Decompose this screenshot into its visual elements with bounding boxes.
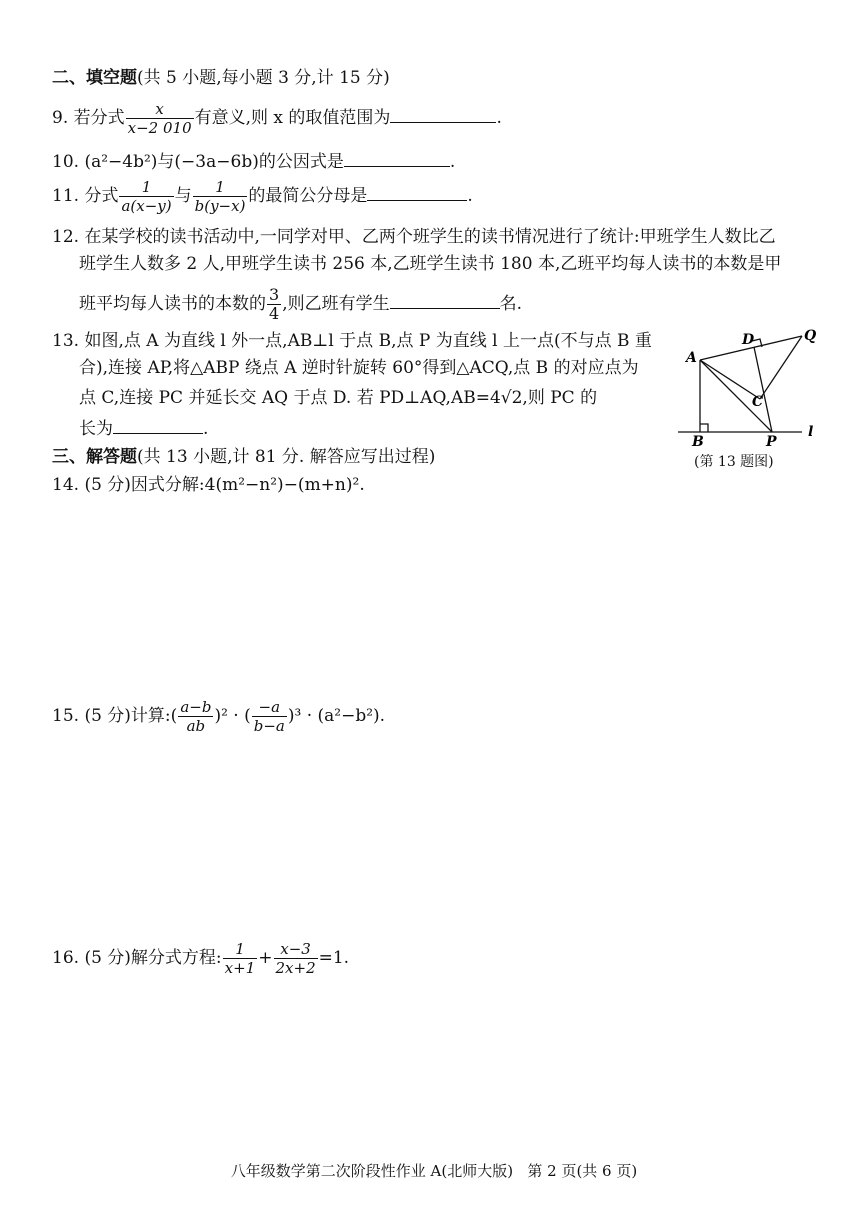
q9-fraction bbox=[126, 100, 194, 137]
q15-f2-den: b−a bbox=[253, 717, 285, 735]
question-12-line-2: 班学生人数多 2 人,甲班学生读书 256 本,乙班学生读书 180 本,乙班平均每人读书的本数是甲 bbox=[79, 254, 782, 274]
q13-number: 13. bbox=[52, 331, 80, 351]
q16-number: 16. bbox=[52, 948, 80, 968]
q14-text: (5 分)因式分解:4(m²−n²)−(m+n)². bbox=[84, 475, 365, 495]
label-a: A bbox=[686, 350, 697, 366]
label-p: P bbox=[766, 434, 777, 450]
q11-fraction-1 bbox=[119, 178, 173, 215]
q9-suffix: 有意义,则 x 的取值范围为 bbox=[194, 108, 391, 128]
q15-f1-num: a−b bbox=[180, 698, 212, 716]
segment-pd bbox=[754, 347, 772, 432]
q13-figure-caption: (第 13 题图) bbox=[694, 454, 774, 470]
label-q: Q bbox=[804, 328, 817, 344]
q9-number: 9. bbox=[52, 108, 69, 128]
q9-prefix: 若分式 bbox=[73, 108, 125, 128]
q11-number: 11. bbox=[52, 186, 80, 206]
q12-line-3-suffix: ,则乙班有学生 bbox=[282, 294, 390, 314]
q9-answer-blank[interactable] bbox=[390, 104, 496, 123]
q15-suffix: )³ · (a²−b²). bbox=[287, 706, 386, 726]
section-2-heading bbox=[52, 67, 390, 89]
q10-text: (a²−4b²)与(−3a−6b)的公因式是 bbox=[84, 152, 344, 172]
q9-frac-num: x bbox=[126, 100, 194, 119]
q9-frac-den: x−2 010 bbox=[127, 119, 192, 137]
question-12-line-1 bbox=[52, 226, 776, 248]
question-13-line-2: 合),连接 AP,将△ABP 绕点 A 逆时针旋转 60°得到△ACQ,点 B 的对应点为 bbox=[79, 358, 639, 378]
section-2-note: (共 5 小题,每小题 3 分,计 15 分) bbox=[137, 68, 390, 88]
q15-number: 15. bbox=[52, 706, 80, 726]
q16-plus: + bbox=[258, 948, 273, 968]
section-3-title: 三、解答题 bbox=[52, 447, 137, 467]
q10-number: 10. bbox=[52, 152, 80, 172]
q12-frac-den: 4 bbox=[269, 304, 280, 323]
question-12-line-3 bbox=[79, 286, 522, 323]
question-13-line-1 bbox=[52, 330, 652, 352]
q14-number: 14. bbox=[52, 475, 80, 495]
question-16 bbox=[52, 940, 349, 977]
question-13-line-4 bbox=[79, 415, 208, 440]
q16-f1-num: 1 bbox=[223, 940, 258, 959]
label-b: B bbox=[692, 434, 704, 450]
q16-prefix: (5 分)解分式方程: bbox=[84, 948, 222, 968]
q11-f1-num: 1 bbox=[119, 178, 173, 197]
q11-answer-blank[interactable] bbox=[367, 182, 467, 201]
question-11 bbox=[52, 178, 473, 215]
q13-end: . bbox=[203, 419, 209, 439]
question-9 bbox=[52, 100, 502, 137]
q16-f2-den: 2x+2 bbox=[275, 959, 316, 977]
q9-end: . bbox=[496, 108, 502, 128]
q11-end: . bbox=[467, 186, 473, 206]
q15-mid: )² · ( bbox=[214, 706, 251, 726]
q16-fraction-1 bbox=[223, 940, 258, 977]
q15-fraction-2 bbox=[252, 698, 287, 735]
q16-suffix: =1. bbox=[318, 948, 350, 968]
section-3-heading bbox=[52, 446, 435, 468]
question-14 bbox=[52, 474, 365, 496]
label-c: C bbox=[752, 394, 764, 410]
q16-f2-num: x−3 bbox=[274, 940, 318, 959]
question-13-line-3: 点 C,连接 PC 并延长交 AQ 于点 D. 若 PD⊥AQ,AB=4√2,则 PC 的 bbox=[79, 388, 598, 408]
q12-answer-blank[interactable] bbox=[390, 290, 500, 309]
q16-f1-den: x+1 bbox=[224, 959, 256, 977]
q12-line-1-text: 在某学校的读书活动中,一同学对甲、乙两个班学生的读书情况进行了统计:甲班学生人数比乙 bbox=[84, 227, 776, 247]
q10-end: . bbox=[449, 152, 456, 172]
question-15 bbox=[52, 698, 385, 735]
q13-line-4-text: 长为 bbox=[79, 419, 113, 439]
q12-end: 名. bbox=[499, 294, 522, 314]
section-3-note: (共 13 小题,计 81 分. 解答应写出过程) bbox=[137, 447, 436, 467]
label-l: l bbox=[808, 424, 814, 440]
segment-cq bbox=[760, 336, 802, 399]
q12-line-3-prefix: 班平均每人读书的本数的 bbox=[79, 294, 266, 314]
q13-figure bbox=[672, 322, 822, 450]
q12-fraction bbox=[267, 286, 281, 323]
q11-f1-den: a(x−y) bbox=[121, 197, 172, 215]
section-2-title: 二、填空题 bbox=[52, 68, 137, 88]
question-10 bbox=[52, 148, 455, 173]
q11-prefix: 分式 bbox=[84, 186, 119, 206]
q12-number: 12. bbox=[52, 227, 80, 247]
q16-fraction-2 bbox=[274, 940, 318, 977]
q15-fraction-1 bbox=[178, 698, 213, 735]
q10-answer-blank[interactable] bbox=[344, 148, 450, 167]
q12-frac-num: 3 bbox=[269, 285, 280, 304]
q11-mid: 与 bbox=[174, 186, 192, 206]
q11-fraction-2 bbox=[193, 178, 248, 215]
q13-line-1-text: 如图,点 A 为直线 l 外一点,AB⊥l 于点 B,点 P 为直线 l 上一点(不与点 B 重 bbox=[84, 331, 652, 351]
q15-f2-num: −a bbox=[252, 698, 287, 717]
segment-ac bbox=[700, 360, 760, 399]
q11-f2-den: b(y−x) bbox=[194, 197, 246, 215]
q15-f1-den: ab bbox=[186, 717, 206, 735]
label-d: D bbox=[742, 332, 755, 348]
page-footer: 八年级数学第二次阶段性作业 A(北师大版) 第 2 页(共 6 页) bbox=[230, 1162, 638, 1180]
q15-prefix: (5 分)计算:( bbox=[84, 706, 178, 726]
q11-f2-num: 1 bbox=[193, 178, 248, 197]
q13-answer-blank[interactable] bbox=[113, 415, 203, 434]
right-angle-b bbox=[700, 424, 708, 432]
q11-suffix: 的最简公分母是 bbox=[248, 186, 368, 206]
